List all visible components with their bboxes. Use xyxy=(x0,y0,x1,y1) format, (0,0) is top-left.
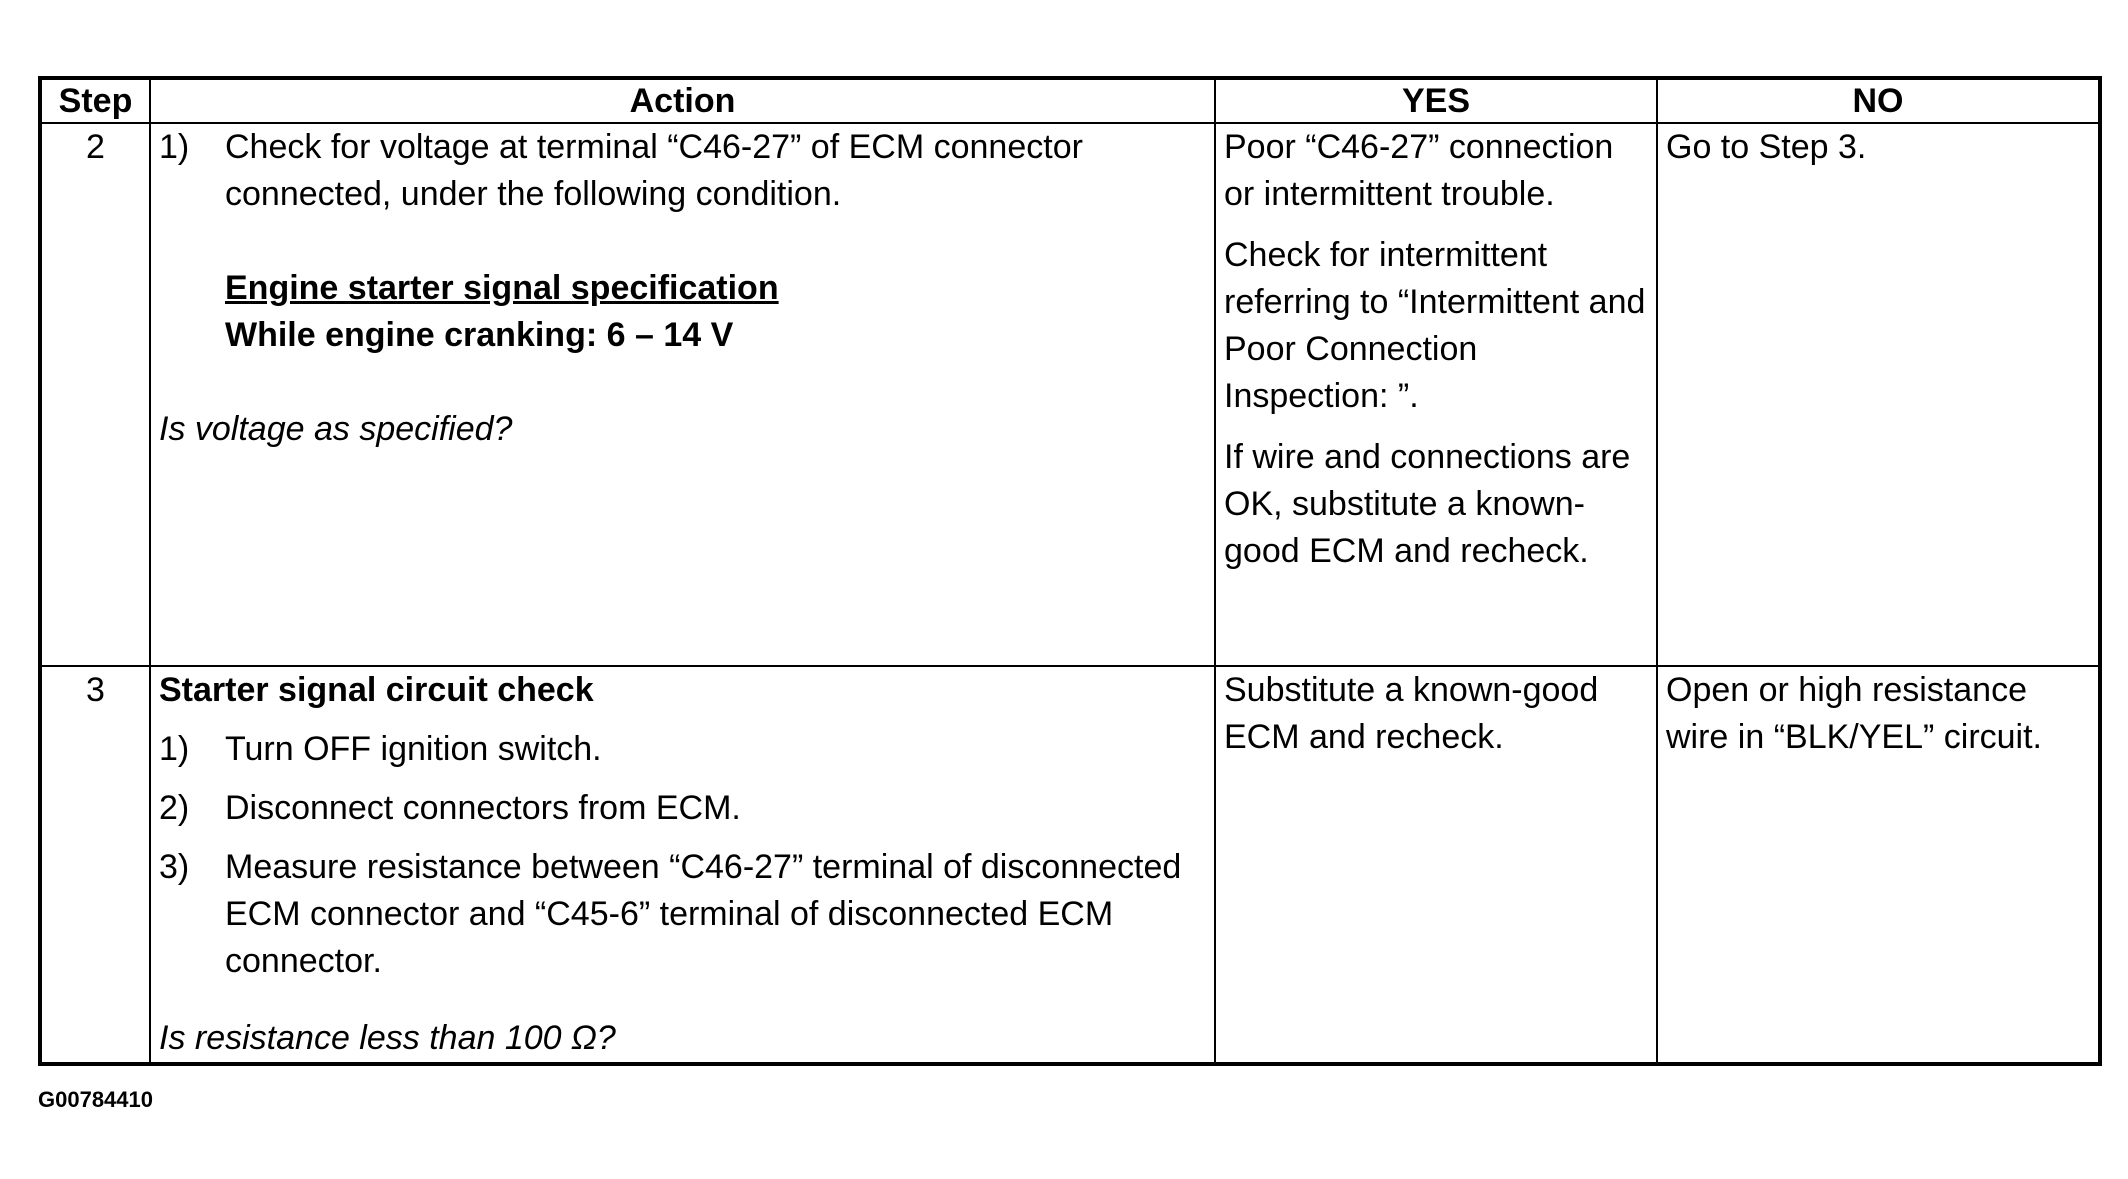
action-cell xyxy=(150,666,1215,1064)
step-number: 2 xyxy=(40,123,150,666)
spec-title: Engine starter signal specification xyxy=(225,269,779,307)
action-item xyxy=(159,124,1206,218)
table-row-step-3 xyxy=(40,666,2100,1064)
step-number: 3 xyxy=(40,666,150,1064)
question: Is resistance less than 100 Ω? xyxy=(159,1019,616,1057)
no-cell: Open or high resistance wire in “BLK/YEL” circuit. xyxy=(1657,666,2100,1064)
diagnostic-table xyxy=(38,76,2102,1066)
header-yes: YES xyxy=(1215,78,1657,123)
action-item xyxy=(159,785,1206,832)
no-cell: Go to Step 3. xyxy=(1657,123,2100,666)
item-number: 1) xyxy=(159,128,190,166)
header-row xyxy=(40,78,2100,123)
action-cell xyxy=(150,123,1215,666)
header-action: Action xyxy=(150,78,1215,123)
header-no: NO xyxy=(1657,78,2100,123)
question: Is voltage as specified? xyxy=(159,410,513,448)
table-row-step-2 xyxy=(40,123,2100,666)
check-title: Starter signal circuit check xyxy=(159,671,594,709)
item-text: Measure resistance between “C46-27” terminal of disconnected ECM connector and “C45-6” terminal of disconnected ECM connector. xyxy=(225,848,1182,980)
yes-paragraph: Poor “C46-27” connection or intermittent trouble. xyxy=(1224,128,1614,213)
item-number: 1) xyxy=(159,730,190,768)
yes-paragraph: Check for intermittent referring to “Intermittent and Poor Connection Inspection: ”. xyxy=(1224,236,1646,415)
header-step: Step xyxy=(40,78,150,123)
item-text: Check for voltage at terminal “C46-27” of ECM connector connected, under the following condition. xyxy=(225,128,1083,213)
item-text: Disconnect connectors from ECM. xyxy=(225,789,741,827)
action-item xyxy=(159,726,1206,773)
yes-paragraph: If wire and connections are OK, substitute a known-good ECM and recheck. xyxy=(1224,438,1631,570)
item-number: 2) xyxy=(159,789,190,827)
spec-value: While engine cranking: 6 – 14 V xyxy=(225,316,734,354)
item-text: Turn OFF ignition switch. xyxy=(225,730,602,768)
figure-id: G00784410 xyxy=(38,1087,153,1112)
yes-cell xyxy=(1215,123,1657,666)
action-item xyxy=(159,844,1206,985)
yes-cell: Substitute a known-good ECM and recheck. xyxy=(1215,666,1657,1064)
item-number: 3) xyxy=(159,848,190,886)
